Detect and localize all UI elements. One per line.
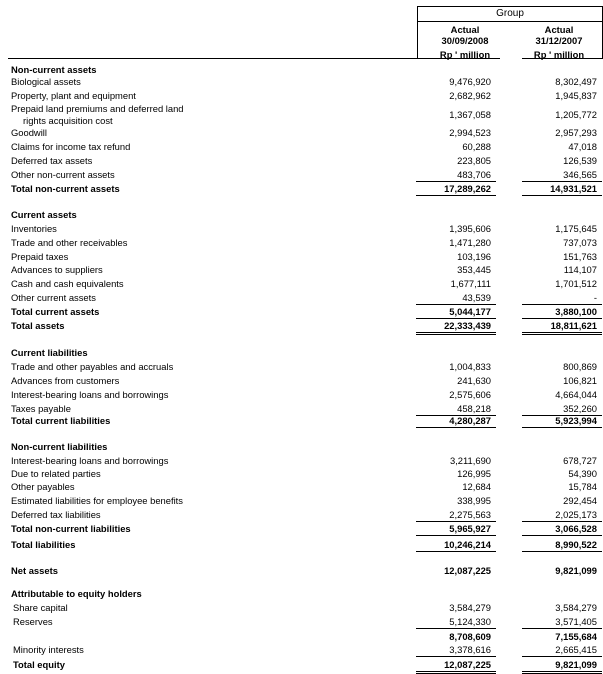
value-2008: 1,677,111 — [450, 278, 491, 289]
line-item-label: Taxes payable — [11, 403, 71, 414]
line-item-label-continued: rights acquisition cost — [23, 115, 113, 126]
value-2008: 17,289,262 — [444, 183, 491, 194]
value-2008: 338,995 — [457, 495, 491, 506]
subtotal-rule — [522, 195, 602, 196]
subtotal-rule — [416, 628, 496, 629]
subtotal-rule — [416, 535, 496, 536]
value-2007: 678,727 — [563, 455, 597, 466]
value-2008: 353,445 — [457, 264, 491, 275]
value-2008: 1,471,280 — [449, 237, 491, 248]
line-item-label: Goodwill — [11, 127, 47, 138]
value-2007: 114,107 — [563, 264, 597, 275]
header-rule — [8, 58, 420, 59]
value-2007: 9,821,099 — [555, 659, 597, 670]
value-2008: 43,539 — [462, 292, 491, 303]
column-divider — [417, 22, 418, 58]
line-item-label: Total current assets — [11, 306, 100, 317]
column-header-2008 — [435, 24, 495, 60]
line-item-label: Other non-current assets — [11, 169, 115, 180]
line-item-label: Total assets — [11, 320, 65, 331]
value-2007: 47,018 — [568, 141, 597, 152]
value-2008: 22,333,439 — [444, 320, 491, 331]
subtotal-rule — [416, 318, 496, 319]
value-2008: 1,004,833 — [449, 361, 491, 372]
value-2007: 1,205,772 — [555, 109, 597, 120]
section-heading: Current liabilities — [11, 347, 88, 358]
value-2007: 1,175,645 — [555, 223, 597, 234]
line-item-label: Total equity — [13, 659, 65, 670]
value-2007: 3,880,100 — [555, 306, 597, 317]
value-2007: 106,821 — [563, 375, 597, 386]
line-item-label: Deferred tax assets — [11, 155, 93, 166]
value-2007: 737,073 — [563, 237, 597, 248]
subtotal-rule — [416, 304, 496, 305]
value-2008: 126,995 — [457, 468, 491, 479]
value-2008: 2,275,563 — [449, 509, 491, 520]
line-item-label: Cash and cash equivalents — [11, 278, 124, 289]
value-2008: 9,476,920 — [449, 76, 491, 87]
section-heading: Attributable to equity holders — [11, 588, 142, 599]
value-2008: 60,288 — [462, 141, 491, 152]
subtotal-rule — [522, 181, 602, 182]
line-item-label: Other current assets — [11, 292, 96, 303]
subtotal-rule — [522, 521, 602, 522]
subtotal-rule — [416, 551, 496, 552]
line-item-label: Advances from customers — [11, 375, 120, 386]
value-2007: 54,390 — [568, 468, 597, 479]
value-2007: 14,931,521 — [550, 183, 597, 194]
line-item-label: Interest-bearing loans and borrowings — [11, 455, 169, 466]
line-item-label: Total non-current liabilities — [11, 523, 131, 534]
subtotal-rule — [522, 535, 602, 536]
value-2007: 3,584,279 — [555, 602, 597, 613]
value-2007: 18,811,621 — [550, 320, 597, 331]
header-rule — [522, 58, 603, 59]
value-2007: - — [593, 292, 597, 303]
line-item-label: Biological assets — [11, 76, 81, 87]
column-header-date: 30/09/2008 — [441, 35, 489, 46]
section-heading: Non-current assets — [11, 64, 97, 75]
value-2007: 151,763 — [563, 251, 597, 262]
subtotal-rule — [522, 551, 602, 552]
subtotal-rule — [416, 521, 496, 522]
line-item-label: Minority interests — [13, 644, 84, 655]
line-item-label: Claims for income tax refund — [11, 141, 131, 152]
value-2007: 346,565 — [563, 169, 597, 180]
value-2007: 292,454 — [563, 495, 597, 506]
value-2007: 800,869 — [563, 361, 597, 372]
subtotal-rule — [416, 427, 496, 428]
value-2008: 12,087,225 — [444, 659, 491, 670]
value-2007: 3,066,528 — [555, 523, 597, 534]
total-double-rule — [522, 332, 602, 335]
line-item-label: Prepaid land premiums and deferred land — [11, 103, 184, 114]
value-2008: 2,682,962 — [449, 90, 491, 101]
value-2007: 2,025,173 — [555, 509, 597, 520]
value-2007: 2,665,415 — [555, 644, 597, 655]
value-2008: 12,684 — [462, 481, 491, 492]
line-item-label: Prepaid taxes — [11, 251, 69, 262]
value-2008: 1,367,058 — [449, 109, 491, 120]
line-item-label: Reserves — [13, 616, 53, 627]
value-2008: 458,218 — [457, 403, 491, 414]
value-2008: 483,706 — [457, 169, 491, 180]
line-item-label: Property, plant and equipment — [11, 90, 136, 101]
subtotal-rule — [522, 628, 602, 629]
line-item-label: Total liabilities — [11, 539, 76, 550]
line-item-label: Interest-bearing loans and borrowings — [11, 389, 169, 400]
value-2008: 12,087,225 — [444, 565, 491, 576]
value-2007: 8,302,497 — [555, 76, 597, 87]
value-2007: 352,260 — [563, 403, 597, 414]
value-2008: 2,575,606 — [449, 389, 491, 400]
value-2007: 1,701,512 — [555, 278, 597, 289]
line-item-label: Share capital — [13, 602, 68, 613]
value-2008: 103,196 — [457, 251, 491, 262]
value-2008: 10,246,214 — [444, 539, 491, 550]
subtotal-rule — [416, 195, 496, 196]
value-2007: 3,571,405 — [555, 616, 597, 627]
value-2008: 2,994,523 — [449, 127, 491, 138]
value-2007: 2,957,293 — [555, 127, 597, 138]
line-item-label: Trade and other receivables — [11, 237, 128, 248]
value-2008: 1,395,606 — [449, 223, 491, 234]
value-2008: 5,965,927 — [449, 523, 491, 534]
value-2008: 3,378,616 — [449, 644, 491, 655]
value-2007: 15,784 — [568, 481, 597, 492]
value-2007: 1,945,837 — [555, 90, 597, 101]
column-header-unit: Rp ' million — [439, 49, 491, 60]
column-header-unit: Rp ' million — [533, 49, 585, 60]
subtotal-rule — [416, 181, 496, 182]
line-item-label: Total current liabilities — [11, 415, 111, 426]
value-2007: 7,155,684 — [555, 631, 597, 642]
value-2008: 3,211,690 — [449, 455, 491, 466]
value-2007: 5,923,994 — [555, 415, 597, 426]
subtotal-rule — [522, 427, 602, 428]
line-item-label: Inventories — [11, 223, 57, 234]
value-2008: 8,708,609 — [449, 631, 491, 642]
total-double-rule — [416, 332, 496, 335]
section-heading: Non-current liabilities — [11, 441, 108, 452]
line-item-label: Deferred tax liabilities — [11, 509, 101, 520]
column-header-label: Actual — [450, 24, 480, 35]
value-2007: 126,539 — [563, 155, 597, 166]
line-item-label: Other payables — [11, 481, 75, 492]
value-2008: 5,124,330 — [449, 616, 491, 627]
column-header-date: 31/12/2007 — [535, 35, 583, 46]
section-heading: Current assets — [11, 209, 77, 220]
line-item-label: Advances to suppliers — [11, 264, 103, 275]
line-item-label: Trade and other payables and accruals — [11, 361, 174, 372]
subtotal-rule — [416, 656, 496, 657]
group-header: Group — [417, 6, 603, 22]
line-item-label: Estimated liabilities for employee benefits — [11, 495, 183, 506]
line-item-label: Net assets — [11, 565, 58, 576]
value-2007: 4,664,044 — [555, 389, 597, 400]
value-2008: 241,630 — [457, 375, 491, 386]
value-2008: 3,584,279 — [449, 602, 491, 613]
value-2007: 8,990,522 — [555, 539, 597, 550]
value-2007: 9,821,099 — [555, 565, 597, 576]
column-header-2007 — [529, 24, 589, 60]
value-2008: 223,805 — [457, 155, 491, 166]
value-2008: 5,044,177 — [449, 306, 491, 317]
header-rule — [420, 58, 500, 59]
line-item-label: Due to related parties — [11, 468, 101, 479]
column-header-label: Actual — [544, 24, 574, 35]
subtotal-rule — [522, 304, 602, 305]
line-item-label: Total non-current assets — [11, 183, 120, 194]
value-2008: 4,280,287 — [449, 415, 491, 426]
subtotal-rule — [522, 318, 602, 319]
subtotal-rule — [522, 656, 602, 657]
